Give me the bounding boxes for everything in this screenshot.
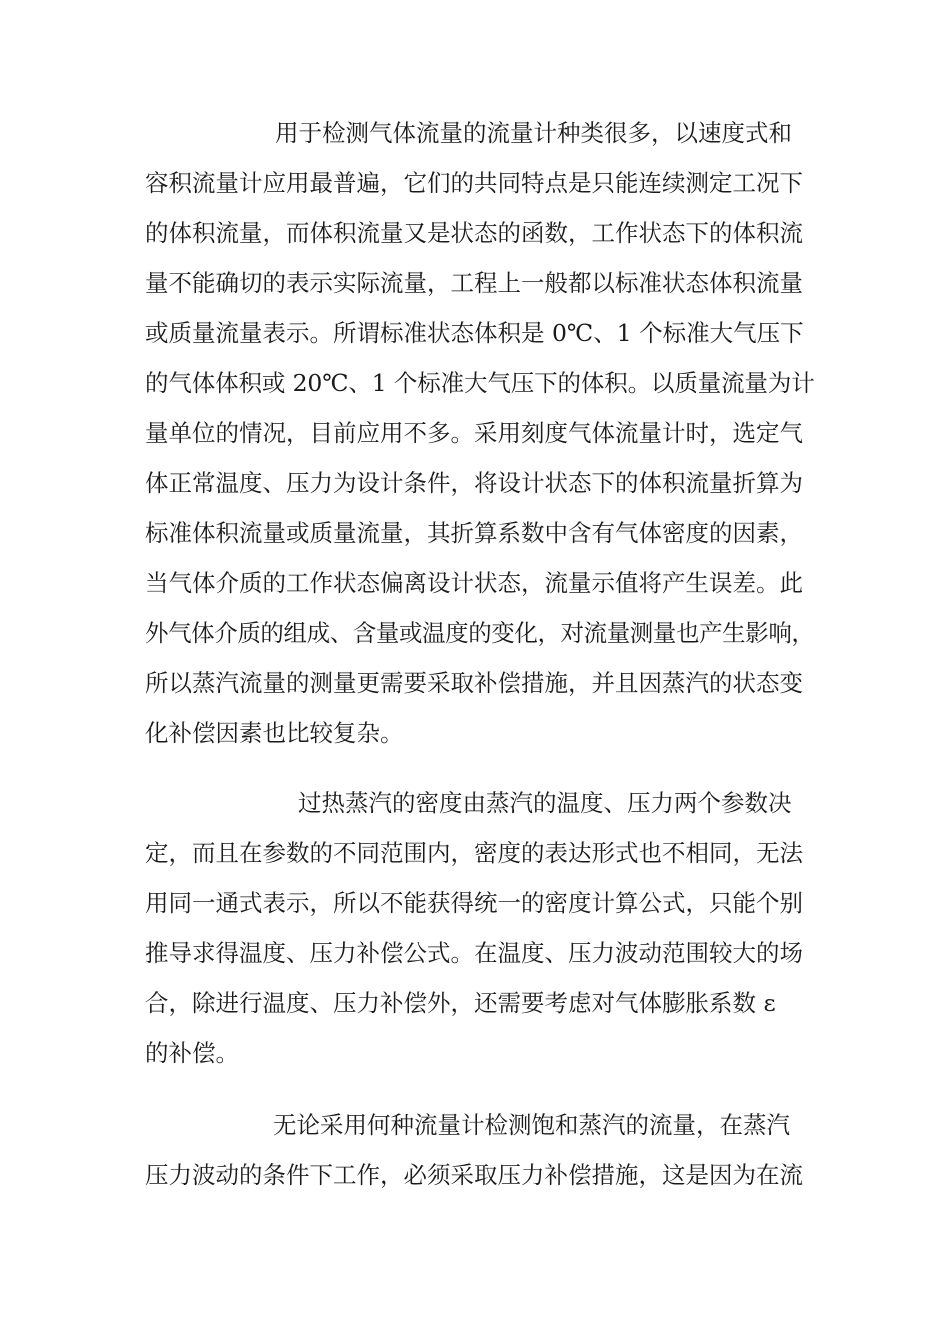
- paragraph-1-line-9: 标准体积流量或质量流量，其折算系数中含有气体密度的因素，: [145, 519, 803, 547]
- paragraph-1-line-7: 量单位的情况，目前应用不多。采用刻度气体流量计时，选定气: [145, 419, 803, 447]
- paragraph-2-line-1: 过热蒸汽的密度由蒸汽的温度、压力两个参数决: [298, 789, 792, 817]
- paragraph-2-line-5: 合，除进行温度、压力补偿外，还需要考虑对气体膨胀系数 ε: [145, 989, 776, 1017]
- paragraph-1-line-12: 所以蒸汽流量的测量更需要采取补偿措施，并且因蒸汽的状态变: [145, 669, 803, 697]
- paragraph-1-line-4: 量不能确切的表示实际流量，工程上一般都以标准状态体积流量: [145, 269, 803, 297]
- paragraph-1-line-3: 的体积流量，而体积流量又是状态的函数，工作状态下的体积流: [145, 219, 803, 247]
- paragraph-3-line-2: 压力波动的条件下工作，必须采取压力补偿措施，这是因为在流: [145, 1161, 803, 1189]
- paragraph-2-line-4: 推导求得温度、压力补偿公式。在温度、压力波动范围较大的场: [145, 939, 803, 967]
- paragraph-1-line-11: 外气体介质的组成、含量或温度的变化，对流量测量也产生影响，: [145, 619, 815, 647]
- paragraph-1-line-2: 容积流量计应用最普遍，它们的共同特点是只能连续测定工况下: [145, 169, 803, 197]
- paragraph-1-line-8: 体正常温度、压力为设计条件，将设计状态下的体积流量折算为: [145, 469, 803, 497]
- paragraph-1-line-6: 的气体体积或 20℃、1 个标准大气压下的体积。以质量流量为计: [145, 369, 815, 397]
- paragraph-1-line-1: 用于检测气体流量的流量计种类很多，以速度式和: [275, 119, 792, 147]
- paragraph-2-line-2: 定，而且在参数的不同范围内，密度的表达形式也不相同，无法: [145, 839, 803, 867]
- paragraph-3-line-1: 无论采用何种流量计检测饱和蒸汽的流量，在蒸汽: [273, 1111, 790, 1139]
- paragraph-1-line-5: 或质量流量表示。所谓标准状态体积是 0℃、1 个标准大气压下: [145, 319, 804, 347]
- paragraph-1-line-10: 当气体介质的工作状态偏离设计状态，流量示值将产生误差。此: [145, 569, 803, 597]
- paragraph-1-line-13: 化补偿因素也比较复杂。: [145, 719, 404, 747]
- paragraph-2-line-6: 的补偿。: [145, 1039, 239, 1067]
- paragraph-2-line-3: 用同一通式表示，所以不能获得统一的密度计算公式，只能个别: [145, 889, 803, 917]
